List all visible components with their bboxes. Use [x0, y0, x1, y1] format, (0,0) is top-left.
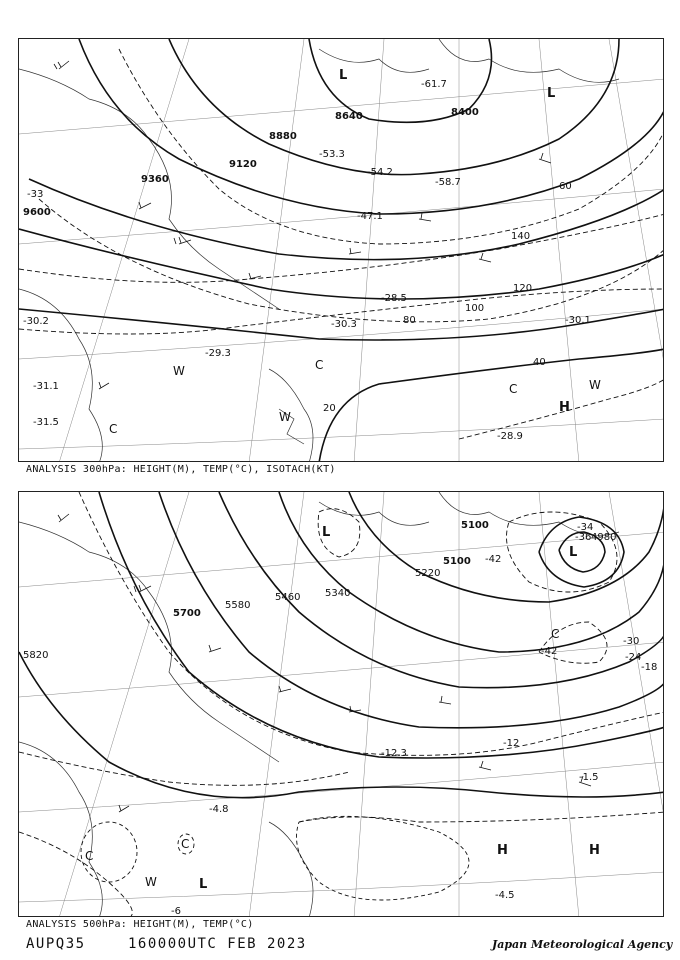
low-symbol: L: [339, 68, 348, 83]
height-label: 9120: [229, 159, 257, 170]
temp-label: -4.5: [495, 890, 515, 901]
height-contours: [19, 39, 664, 462]
map-500hpa-canvas: [19, 492, 664, 917]
isotach-label: 60: [559, 181, 572, 192]
cold-symbol: C: [551, 627, 560, 641]
height-label: 8880: [269, 131, 297, 142]
caption-500hpa: ANALYSIS 500hPa: HEIGHT(M), TEMP(°C): [26, 919, 254, 930]
cold-symbol: C: [181, 837, 190, 851]
temp-label: -34: [577, 522, 594, 533]
height-label: 4980: [591, 532, 617, 543]
height-label: 5100: [443, 556, 471, 567]
temp-label: -31.5: [33, 417, 59, 428]
valid-time: 160000UTC FEB 2023: [128, 936, 307, 952]
height-label: 5460: [275, 592, 301, 603]
cold-symbol: C: [315, 358, 324, 372]
temp-label: -42: [485, 554, 502, 565]
warm-symbol: W: [279, 410, 291, 424]
temp-label: -29.3: [205, 348, 231, 359]
cold-symbol: C: [109, 422, 118, 436]
cold-symbol: C: [85, 849, 94, 863]
height-label: 5820: [23, 650, 49, 661]
cold-symbol: C: [509, 382, 518, 396]
map-500hpa: [18, 491, 664, 917]
isotach-label: 80: [403, 315, 416, 326]
temp-label: -47.1: [357, 211, 383, 222]
height-label: 5580: [225, 600, 251, 611]
thermal-circles: [81, 816, 469, 900]
temp-label: -31.1: [33, 381, 59, 392]
temp-label: -36: [575, 532, 592, 543]
temp-label: -33: [27, 189, 44, 200]
temp-label: -30.1: [565, 315, 591, 326]
high-symbol: H: [497, 843, 508, 858]
height-label: 9360: [141, 174, 169, 185]
temp-label: -42: [541, 646, 558, 657]
height-label: 5700: [173, 608, 201, 619]
warm-symbol: W: [173, 364, 185, 378]
coastline: [19, 492, 619, 917]
height-label: 5340: [325, 588, 351, 599]
isotherm-lines: [19, 492, 664, 917]
temp-label: -12: [503, 738, 520, 749]
low-symbol: L: [569, 545, 578, 560]
temp-label: -61.7: [421, 79, 447, 90]
map-300hpa: [18, 38, 664, 462]
graticule: [19, 492, 664, 917]
temp-label: -30: [623, 636, 640, 647]
temp-label: -28.5: [381, 293, 407, 304]
low-symbol: L: [322, 525, 331, 540]
height-label: 8400: [451, 107, 479, 118]
warm-symbol: W: [589, 378, 601, 392]
isotach-label: 120: [513, 283, 533, 294]
temp-label: -30.2: [23, 316, 49, 327]
temp-label: -18: [641, 662, 658, 673]
agency-name: Japan Meteorological Agency: [492, 938, 673, 951]
temp-label: -30.3: [331, 319, 357, 330]
wind-barbs: [58, 514, 594, 812]
high-symbol: H: [589, 843, 600, 858]
temp-label: -54.2: [367, 167, 393, 178]
isotach-label: 40: [533, 357, 546, 368]
temp-label: -53.3: [319, 149, 345, 160]
caption-300hpa: ANALYSIS 300hPa: HEIGHT(M), TEMP(°C), ISOTACH(KT): [26, 464, 336, 475]
low-symbol: L: [199, 877, 208, 892]
chart-id: AUPQ35: [26, 936, 86, 952]
temp-label: -6: [171, 906, 181, 917]
temp-label: -58.7: [435, 177, 461, 188]
isotach-lines: [19, 49, 664, 439]
height-label: 8640: [335, 111, 363, 122]
temp-label: -12.3: [381, 748, 407, 759]
temp-label: -24: [625, 652, 642, 663]
temp-label: -28.9: [497, 431, 523, 442]
isotach-label: 20: [323, 403, 336, 414]
height-label: 9600: [23, 207, 51, 218]
height-label: 5220: [415, 568, 441, 579]
temp-label: -4.8: [209, 804, 229, 815]
height-label: 5100: [461, 520, 489, 531]
height-contours: [19, 492, 664, 798]
map-300hpa-canvas: [19, 39, 664, 462]
high-symbol: H: [559, 400, 570, 415]
coastline: [19, 39, 619, 462]
isotach-label: 100: [465, 303, 485, 314]
low-symbol: L: [547, 86, 556, 101]
temp-label: -1.5: [579, 772, 599, 783]
warm-symbol: W: [145, 875, 157, 889]
isotach-label: 140: [511, 231, 531, 242]
